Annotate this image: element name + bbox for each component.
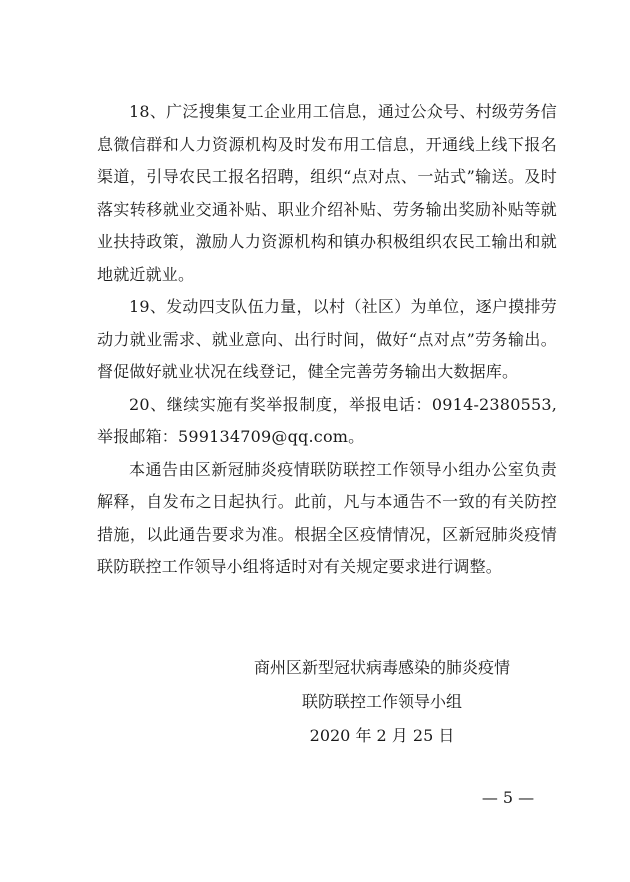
document-body	[97, 96, 557, 584]
page-number: — 5 —	[481, 788, 535, 807]
paragraph-20: 20、继续实施有奖举报制度，举报电话：0914-2380553,举报邮箱：599134709@qq.com。	[97, 394, 557, 446]
signature-organization-line1: 商州区新型冠状病毒感染的肺炎疫情	[253, 658, 510, 677]
signature-block	[0, 651, 630, 753]
paragraph-19: 19、发动四支队伍力量，以村（社区）为单位，逐户摸排劳动力就业需求、就业意向、出行时间，做好“点对点”劳务输出。督促做好就业状况在线登记，健全完善劳务输出大数据库。	[97, 297, 557, 381]
paragraph-18: 18、广泛搜集复工企业用工信息，通过公众号、村级劳务信息微信群和人力资源机构及时发布用工信息，开通线上线下报名渠道，引导农民工报名招聘，组织“点对点、一站式”输送。及时落实转移就业交通补贴、职业介绍补贴、劳务输出奖励补贴等就业扶持政策，激励人力资源机构和镇办积极组织农民工输出和就地就近就业。	[97, 102, 557, 284]
signature-date: 2020 年 2 月 25 日	[309, 726, 455, 745]
signature-organization-line2: 联防联控工作领导小组	[301, 692, 462, 711]
paragraph-explanation: 本通告由区新冠肺炎疫情联防联控工作领导小组办公室负责解释，自发布之日起执行。此前，凡与本通告不一致的有关防控措施，以此通告要求为准。根据全区疫情情况，区新冠肺炎疫情联防联控工作领导小组将适时对有关规定要求进行调整。	[97, 459, 557, 576]
